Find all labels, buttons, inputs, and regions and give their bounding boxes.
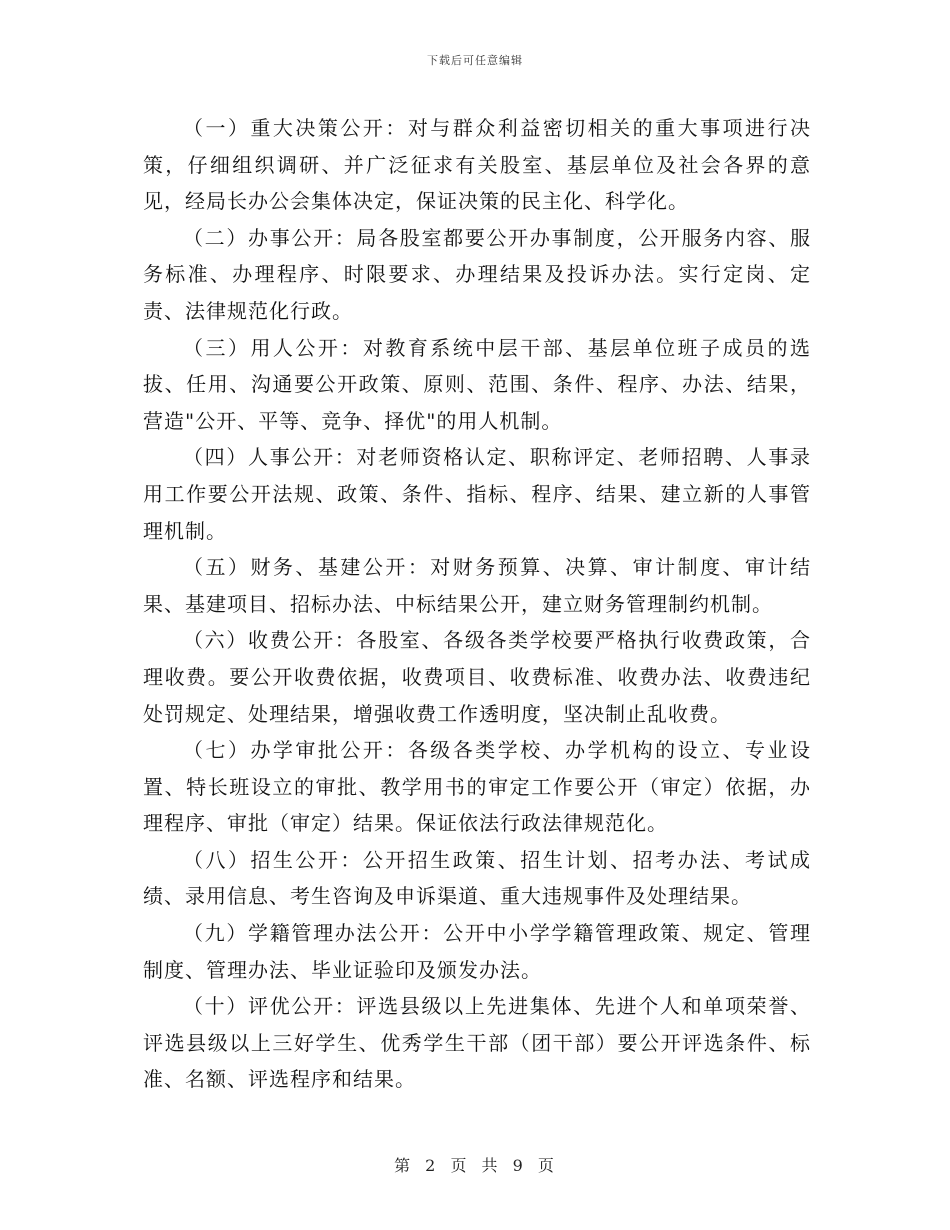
paragraph-personnel-appointment: （三）用人公开：对教育系统中层干部、基层单位班子成员的选拔、任用、沟通要公开政策、原则、范围、条件、程序、办法、结果，营造"公开、平等、竞争、择优"的用人机制。: [143, 335, 811, 433]
page-header-note: 下载后可任意编辑: [427, 54, 523, 67]
paragraph-fees: （六）收费公开：各股室、各级各类学校要严格执行收费政策，合理收费。要公开收费依据，收费项目、收费标准、收费办法、收费违纪处罚规定、处理结果，增强收费工作透明度，坚决制止乱收费。: [143, 628, 811, 726]
page-number: 第 2 页 共 9 页: [394, 1156, 556, 1175]
paragraph-enrollment: （八）招生公开：公开招生政策、招生计划、招考办法、考试成绩、录用信息、考生咨询及申诉渠道、重大违规事件及处理结果。: [143, 847, 811, 909]
paragraph-school-approval: （七）办学审批公开：各级各类学校、办学机构的设立、专业设置、特长班设立的审批、教学用书的审定工作要公开（审定）依据，办理程序、审批（审定）结果。保证依法行政法律规范化。: [143, 738, 811, 836]
paragraph-major-decisions: （一）重大决策公开：对与群众利益密切相关的重大事项进行决策，仔细组织调研、并广泛征求有关股室、基层单位及社会各界的意见，经局长办公会集体决定，保证决策的民主化、科学化。: [143, 116, 811, 214]
paragraph-affairs: （二）办事公开：局各股室都要公开办事制度，公开服务内容、服务标准、办理程序、时限要求、办理结果及投诉办法。实行定岗、定责、法律规范化行政。: [143, 225, 811, 323]
paragraph-finance-construction: （五）财务、基建公开：对财务预算、决算、审计制度、审计结果、基建项目、招标办法、中标结果公开，建立财务管理制约机制。: [143, 555, 811, 616]
document-body: [143, 110, 811, 1098]
paragraph-awards: （十）评优公开：评选县级以上先进集体、先进个人和单项荣誉、评选县级以上三好学生、优秀学生干部（团干部）要公开评选条件、标准、名额、评选程序和结果。: [143, 994, 811, 1092]
paragraph-personnel-affairs: （四）人事公开：对老师资格认定、职称评定、老师招聘、人事录用工作要公开法规、政策、条件、指标、程序、结果、建立新的人事管理机制。: [143, 445, 811, 543]
paragraph-student-status: （九）学籍管理办法公开：公开中小学学籍管理政策、规定、管理制度、管理办法、毕业证验印及颁发办法。: [143, 921, 811, 982]
